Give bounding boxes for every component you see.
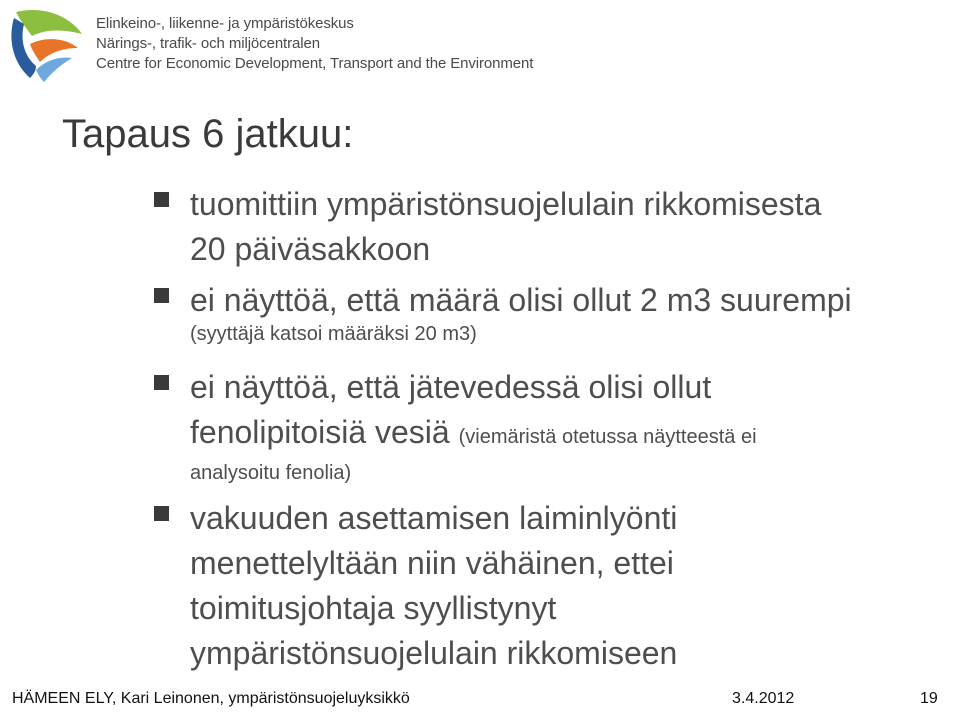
bullet-note: (viemäristä otetussa näytteestä ei xyxy=(458,426,757,448)
bullet-text: 20 päiväsakkoon xyxy=(190,231,431,267)
bullet-text: ympäristönsuojelulain rikkomiseen xyxy=(190,635,678,671)
square-bullet-icon xyxy=(154,506,169,521)
bullet-note: (syyttäjä katsoi määräksi 20 m3) xyxy=(190,323,477,345)
bullet-text: vakuuden asettamisen laiminlyönti xyxy=(190,500,678,536)
bullet-text: ei näyttöä, että määrä olisi ollut 2 m3 suurempi xyxy=(190,282,852,318)
org-name-sv: Närings-, trafik- och miljöcentralen xyxy=(96,35,320,52)
footer-date: 3.4.2012 xyxy=(732,690,795,707)
organization-names xyxy=(96,14,533,74)
bullet-mixed-line xyxy=(190,410,960,460)
ely-centre-logo-icon xyxy=(6,4,86,84)
bullet-text: tuomittiin ympäristönsuojelulain rikkomisesta xyxy=(190,186,822,222)
square-bullet-icon xyxy=(154,288,169,303)
slide-title: Tapaus 6 jatkuu: xyxy=(62,112,354,156)
footer-author: HÄMEEN ELY, Kari Leinonen, ympäristönsuojeluyksikkö xyxy=(12,690,410,707)
bullet-item-2 xyxy=(190,278,960,349)
bullet-text: menettelyltään niin vähäinen, ettei xyxy=(190,545,674,581)
square-bullet-icon xyxy=(154,192,169,207)
bullet-note: analysoitu fenolia) xyxy=(190,462,352,484)
bullet-text: fenolipitoisiä vesiä xyxy=(190,414,459,450)
org-name-fi: Elinkeino-, liikenne- ja ympäristökeskus xyxy=(96,15,354,32)
org-name-en: Centre for Economic Development, Transport and the Environment xyxy=(96,55,534,72)
bullet-text: ei näyttöä, että jätevedessä olisi ollut xyxy=(190,369,712,405)
bullet-item-4 xyxy=(190,496,960,676)
square-bullet-icon xyxy=(154,375,169,390)
bullet-item-3 xyxy=(190,365,960,488)
bullet-text: toimitusjohtaja syyllistynyt xyxy=(190,590,557,626)
footer-page-number: 19 xyxy=(920,690,938,707)
bullet-item-1 xyxy=(190,182,960,272)
